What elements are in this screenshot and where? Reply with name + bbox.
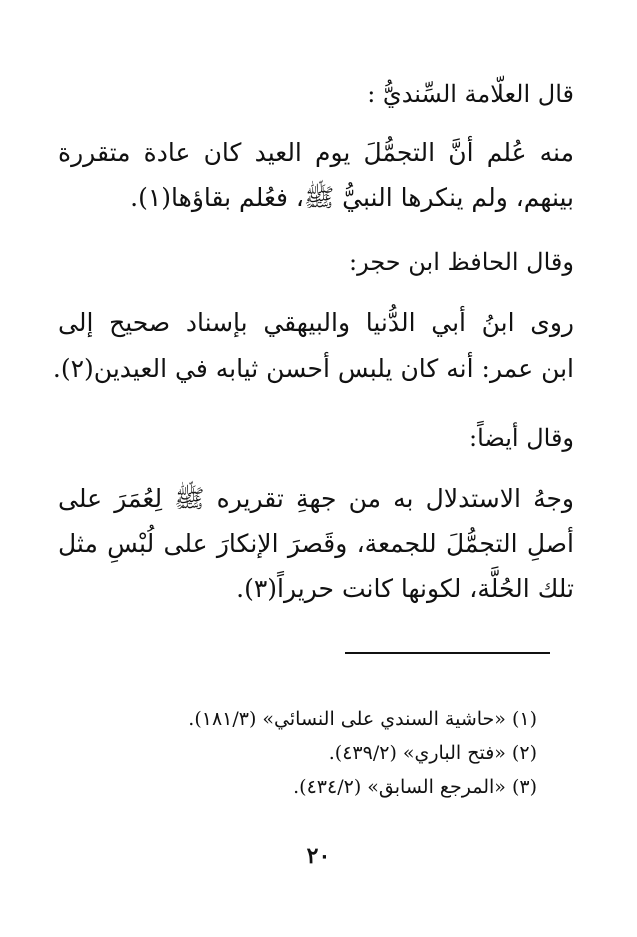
footnote-3: (٣) «المرجع السابق» (٤٣٤/٢). — [293, 776, 537, 798]
paragraph-line: منه عُلم أنَّ التجمُّلَ يوم العيد كان عادة متقررة — [58, 138, 574, 167]
paragraph-line: بينهم، ولم ينكرها النبيُّ ﷺ، فعُلم بقاؤها(١). — [130, 183, 574, 212]
page-number: ٢٠ — [306, 843, 331, 869]
footnote-1: (١) «حاشية السندي على النسائي» (١٨١/٣). — [188, 708, 537, 730]
paragraph-line: أصلِ التجمُّلَ للجمعة، وقَصرَ الإنكارَ على لُبْسِ مثل — [58, 529, 574, 558]
heading-ibn-hajar: وقال الحافظ ابن حجر: — [348, 248, 574, 276]
paragraph-line: تلك الحُلَّة، لكونها كانت حريراً(٣). — [236, 574, 574, 603]
heading-also: وقال أيضاً: — [469, 424, 574, 452]
footnote-2: (٢) «فتح الباري» (٤٣٩/٢). — [328, 742, 537, 764]
footnote-separator — [345, 652, 550, 654]
heading-sindi: قال العلّامة السِّنديُّ : — [367, 80, 574, 108]
paragraph-line: وجهُ الاستدلال به من جهةِ تقريره ﷺ لِعُمَرَ على — [58, 484, 574, 513]
paragraph-line: ابن عمر: أنه كان يلبس أحسن ثيابه في العيدين(٢). — [52, 354, 574, 383]
paragraph-line: روى ابنُ أبي الدُّنيا والبيهقي بإسناد صحيح إلى — [58, 308, 574, 337]
